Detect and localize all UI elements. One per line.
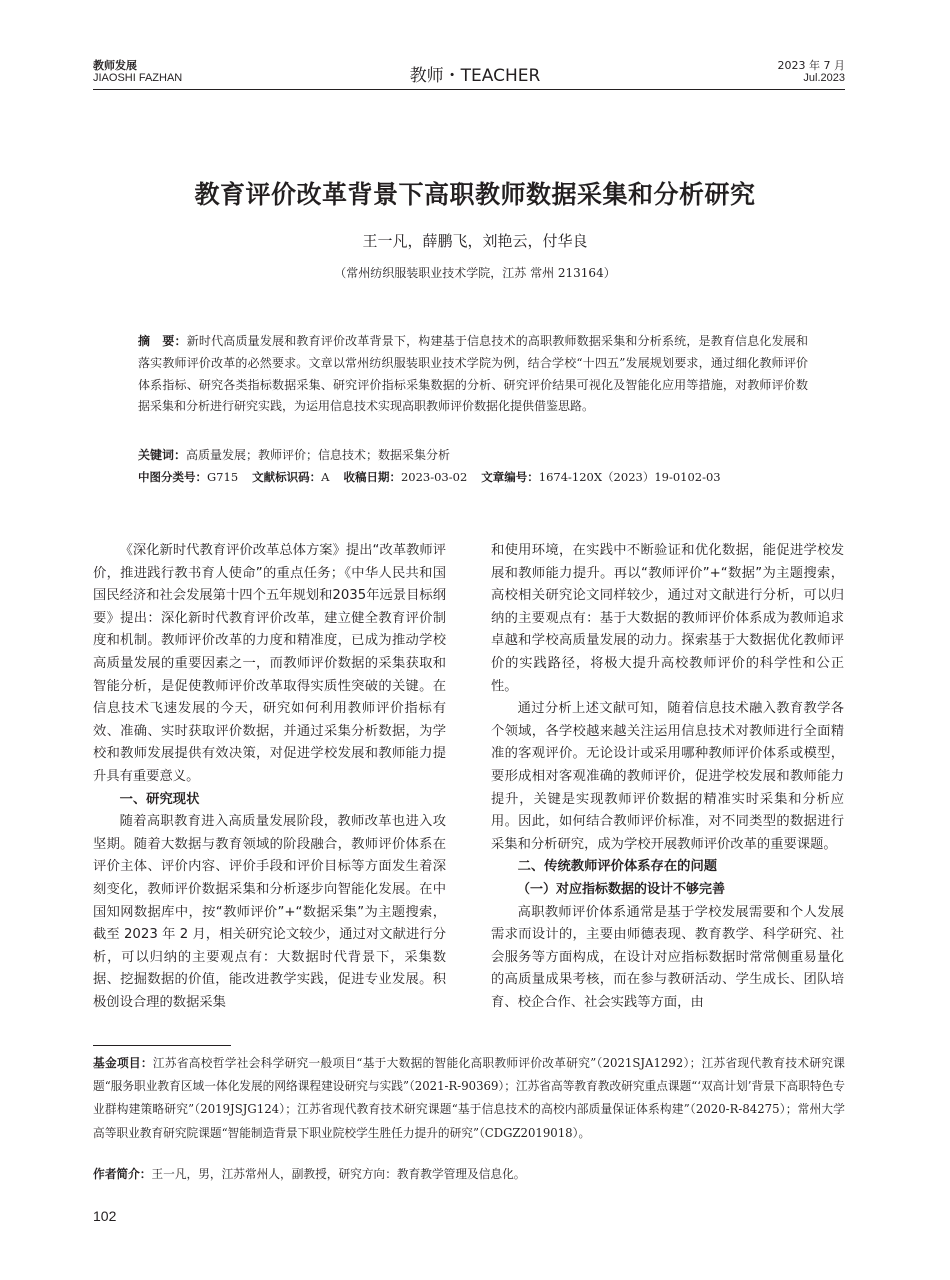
journal-section-cn: 教师发展 (93, 59, 137, 72)
fund-text: 江苏省高校哲学社会科学研究一般项目“基于大数据的智能化高职教师评价改革研究”（2021SJA1292）；江苏省现代教育技术研究课题“服务职业教育区域一体化发展的网络课程建设研究与实践”（2021-R-90369）；江苏省高等教育教改研究重点课题“‘双高计划’背景下高职特色专业群构建策略研究”（2019JSJG124）；江苏省现代教育技术研究课题“基于信息技术的高校内部质量保证体系构建”（2020-R-84275）；常州大学高等职业教育研究院课题“智能制造背景下职业院校学生胜任力提升的研究”（CDGZ2019018）。 (93, 1056, 845, 1140)
body-left-column (93, 540, 446, 1014)
received-value: 2023-03-02 (400, 470, 468, 484)
article-title: 教育评价改革背景下高职教师数据采集和分析研究 (194, 180, 756, 209)
body-paragraph: 和使用环境，在实践中不断验证和优化数据，能促进学校发展和教师能力提升。再以“教师评价”+“数据”为主题搜索，高校相关研究论文同样较少，通过对文献进行分析，可以归纳的主要观点有：基于大数据的教师评价体系成为教师追求卓越和学校高质量发展的动力。探索基于大数据优化教师评价的实践路径，将极大提升高校教师评价的科学性和公正性。 (491, 543, 844, 694)
abstract-text: 新时代高质量发展和教育评价改革背景下，构建基于信息技术的高职教师数据采集和分析系统，是教育信息化发展和落实教师评价改革的必然要求。文章以常州纺织服装职业技术学院为例，结合学校“十四五”发展规划要求，通过细化教师评价体系指标、研究各类指标数据采集、研究评价指标采集数据的分析、研究评价结果可视化及智能化应用等措施，对教师评价数据采集和分析进行研究实践，为运用信息技术实现高职教师评价数据化提供借鉴思路。 (138, 334, 808, 414)
journal-title: 教师・TEACHER (409, 66, 541, 86)
body-paragraph: 随着高职教育进入高质量发展阶段，教师改革也进入攻坚期。随着大数据与教育领域的阶段融合，教师评价体系在评价主体、评价内容、评价手段和评价目标等方面发生着深刻变化，教师评价数据采集和分析逐步向智能化发展。在中国知网数据库中，按“教师评价”+“数据采集”为主题搜索，截至 2023 年 2 月，相关研究论文较少，通过对文献进行分析，可以归纳的主要观点有：大数据时代背景下，采集数据、挖掘数据的价值，能改进教学实践，促进专业发展。积极创设合理的数据采集 (93, 814, 446, 1010)
section-heading: 二、传统教师评价体系存在的问题 (517, 859, 718, 875)
article-authors: 王一凡，薛鹏飞，刘艳云，付华良 (362, 232, 588, 250)
abstract (138, 331, 808, 418)
body-right-column (491, 540, 844, 1014)
subsection-heading: （一）对应指标数据的设计不够完善 (517, 881, 726, 897)
header-divider (93, 89, 845, 90)
section-heading: 一、研究现状 (119, 791, 200, 807)
keywords-label: 关键词： (138, 448, 187, 462)
issue-date-cn: 2023 年 7 月 (777, 59, 845, 72)
journal-section-pinyin: JIAOSHI FAZHAN (93, 72, 183, 84)
body-paragraph: 通过分析上述文献可知，随着信息技术融入教育教学各个领域，各学校越来越关注运用信息技术对教师进行全面精准的客观评价。无论设计或采用哪种教师评价体系或模型，要形成相对客观准确的教师评价，促进学校发展和教师能力提升，关键是实现教师评价数据的精准实时采集和分析应用。因此，如何结合教师评价标准，对不同类型的数据进行采集和分析研究，成为学校开展教师评价改革的重要课题。 (491, 701, 844, 852)
clc-value: G715 (207, 470, 239, 484)
bio-label: 作者简介： (93, 1167, 152, 1181)
bio-text: 王一凡，男，江苏常州人，副教授，研究方向：教育教学管理及信息化。 (151, 1167, 526, 1181)
fund-label: 基金项目： (93, 1056, 153, 1070)
article-no-value: 1674-120X（2023）19-0102-03 (538, 470, 721, 484)
article-no-label: 文章编号： (481, 470, 539, 484)
doc-code-value: A (321, 470, 330, 484)
received-label: 收稿日期： (343, 470, 401, 484)
doc-code-label: 文献标识码： (252, 470, 322, 484)
clc-label: 中图分类号： (138, 470, 207, 484)
author-affiliation: （常州纺织服装职业技术学院，江苏 常州 213164） (334, 266, 616, 280)
author-bio (93, 1163, 845, 1186)
fund-note (93, 1052, 845, 1145)
keywords (138, 446, 808, 463)
issue-date-en: Jul.2023 (803, 72, 845, 84)
keywords-text: 高质量发展；教师评价；信息技术；数据采集分析 (186, 448, 451, 462)
page-number: 102 (93, 1208, 117, 1224)
footnote-divider (93, 1045, 231, 1046)
body-paragraph: 高职教师评价体系通常是基于学校发展需要和个人发展需求而设计的，主要由师德表现、教育教学、科学研究、社会服务等方面构成，在设计对应指标数据时常常侧重易量化的高质量成果考核，而在参与教研活动、学生成长、团队培育、校企合作、社会实践等方面，由 (491, 904, 844, 1010)
classification-line (138, 469, 818, 485)
body-paragraph: 《深化新时代教育评价改革总体方案》提出“改革教师评价，推进践行教书育人使命”的重点任务；《中华人民共和国国民经济和社会发展第十四个五年规划和2035年远景目标纲要》提出：深化新时代教育评价改革，建立健全教育评价制度和机制。教师评价改革的力度和精准度，已成为推动学校高质量发展的重要因素之一，而教师评价数据的采集获取和智能分析，是促使教师评价改革取得实质性突破的关键。在信息技术飞速发展的今天，研究如何利用教师评价指标有效、准确、实时获取评价数据，并通过采集分析数据，为学校和教师发展提供有效决策，对促进学校发展和教师能力提升具有重要意义。 (93, 543, 446, 784)
abstract-label: 摘 要： (138, 334, 187, 348)
